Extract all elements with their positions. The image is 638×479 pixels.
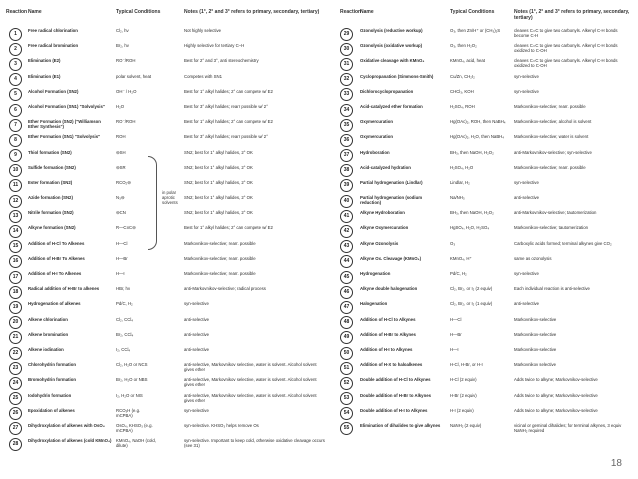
reaction-name: Addition of H-I To Alkenes (28, 271, 82, 276)
reaction-name: Halogenation (360, 301, 388, 307)
table-row (6, 87, 328, 102)
table-row (6, 315, 328, 330)
reaction-number: 45 (340, 271, 353, 284)
reaction-name: Ozonolysis (reductive workup) (360, 28, 423, 33)
reaction-notes: Carboxylic acids formed; terminal alkynes give CO₂ (514, 240, 612, 246)
reaction-notes: Each individual reaction is anti-selective (514, 286, 590, 292)
reaction-name: Alcohol Formation (SN1) "Solvolysis" (28, 103, 105, 109)
reaction-notes: Highly selective for tertiary C–H (184, 43, 245, 49)
reaction-number: 21 (9, 331, 22, 344)
reaction-name: Elimination of dihalides to give alkynes (360, 422, 441, 428)
table-row (6, 375, 328, 390)
reaction-notes: SN2; best for 1° alkyl halides, 2° OK (184, 210, 253, 216)
reaction-number: 28 (9, 438, 22, 451)
page-number: 18 (610, 458, 622, 469)
reaction-notes: SN2; best for 1° alkyl halides, 2° OK (184, 164, 253, 170)
reaction-conditions: H-Cl, H-Br, or H-I (450, 362, 483, 368)
reaction-conditions: O₃ (450, 240, 456, 246)
table-row (340, 315, 632, 330)
reaction-notes: cleaves C=C to give two carbonyls. Alkenyl C-H bonds become C-H (514, 28, 618, 38)
reaction-notes: Best for 3° alkyl halides; rearr possible w/ 2° (184, 134, 268, 140)
reaction-name: Partial hydrogenation (Lindlar) (360, 179, 423, 185)
reaction-notes: syn-selective. Important to keep cold, otherwise oxidative cleavage occurs (see 31) (184, 438, 325, 449)
reaction-conditions: H₂SO₄, H₂O (450, 164, 474, 170)
reaction-notes: Competes with SN1 (184, 73, 222, 79)
reaction-number: 3 (9, 58, 22, 71)
reaction-name: Oxymercuration (360, 119, 393, 125)
reaction-name: Acid-catalyzed ether formation (360, 103, 423, 109)
reaction-name: Alkyne Hydroboration (360, 210, 405, 216)
reaction-number: 38 (340, 164, 353, 177)
reaction-name: Partial hydrogenation (sodium reduction) (360, 195, 423, 206)
reaction-notes: Markovnikov-selective; tautomerization (514, 225, 589, 231)
reaction-name: Alkyne Oxymercuration (360, 225, 409, 231)
reaction-conditions: KMnO₄, H⁺ (450, 255, 472, 261)
reaction-number: 5 (9, 88, 22, 101)
table-row (6, 132, 328, 147)
reaction-name: Addition of H-I to Alkynes (360, 346, 413, 352)
table-row (340, 72, 632, 87)
reaction-conditions: Br₂, H₂O or NBS (116, 377, 148, 383)
reaction-conditions: Cl₂, Br₂, or I₂ (1 equiv) (450, 301, 493, 307)
reaction-name: Dihydroxylation of alkenes (cold KMnO₄) (28, 438, 112, 444)
reaction-number: 19 (9, 301, 22, 314)
table-row (340, 421, 632, 436)
reaction-conditions: HBr, hν (116, 286, 131, 292)
reaction-number: 22 (9, 347, 22, 360)
reaction-notes: SN2; best for 1° alkyl halides, 2° OK (184, 179, 253, 185)
reaction-name: Acid-catalyzed hydration (360, 164, 411, 170)
reaction-number: 20 (9, 316, 22, 329)
table-row (6, 41, 328, 56)
table-row (6, 26, 328, 41)
reaction-number: 46 (340, 286, 353, 299)
reaction-conditions: CHCl₃, KOH (450, 88, 474, 94)
reaction-number: 41 (340, 210, 353, 223)
reaction-name: Dihydroxylation of alkenes with OsO₄ (28, 422, 105, 428)
reaction-notes: Best for 1° alkyl halides; 2° can compete w/ E2 (184, 119, 273, 125)
reaction-name: Ether Formation (SN1) "Solvolysis" (28, 134, 101, 140)
header-conditions: Typical Conditions (450, 9, 495, 15)
reaction-conditions: Pd/C, H₂ (116, 301, 133, 307)
reaction-number: 54 (340, 407, 353, 420)
reaction-number: 27 (9, 422, 22, 435)
reaction-name: Radical addition of H-Br to alkenes (28, 286, 100, 292)
reaction-name: Sulfide formation (SN2) (28, 164, 76, 170)
table-row (340, 132, 632, 147)
reaction-name: Thiol formation (SN2) (28, 149, 72, 155)
table-row (340, 269, 632, 284)
reaction-number: 2 (9, 43, 22, 56)
header-name: Name (360, 9, 374, 15)
reaction-number: 43 (340, 240, 353, 253)
reaction-number: 50 (340, 347, 353, 360)
table-row (6, 436, 328, 451)
reaction-name: Hydrogenation (360, 271, 391, 276)
reaction-notes: Best for 2° and 3°, anti stereochemistry (184, 58, 259, 64)
reaction-notes: anti-selective (514, 301, 540, 307)
reaction-conditions: Lindlar, H₂ (450, 179, 470, 185)
reaction-notes: Markovnikov-selective; rearr. possible (184, 240, 256, 246)
table-row (340, 254, 632, 269)
table-row (340, 208, 632, 223)
reaction-conditions: H—Br (116, 255, 128, 261)
reaction-conditions: RCO₃H (e.g. mCPBA) (116, 407, 141, 418)
table-row (340, 239, 632, 254)
reaction-name: Ozonolysis (oxidative workup) (360, 43, 423, 49)
reaction-notes: Markovnikov-selective (514, 331, 557, 337)
reaction-conditions: Cl₂, CCl₄ (116, 316, 134, 322)
reaction-notes: syn-selective (184, 407, 209, 413)
table-row (340, 299, 632, 314)
reaction-number: 29 (340, 28, 353, 41)
reaction-conditions: RCO₂⊖ (116, 179, 131, 185)
reaction-conditions: NaNH₂ (2 equiv) (450, 422, 482, 428)
reaction-number: 44 (340, 255, 353, 268)
reaction-name: Alkyne double halogenation (360, 286, 418, 292)
reaction-number: 32 (340, 73, 353, 86)
right-column (340, 6, 632, 436)
reaction-conditions: Br₂, CCl₄ (116, 331, 134, 337)
reaction-number: 30 (340, 43, 353, 56)
table-row (6, 330, 328, 345)
reaction-number: 15 (9, 240, 22, 253)
reaction-number: 47 (340, 301, 353, 314)
reaction-name: Alkyne Ox. Cleavage (KMnO₄) (360, 255, 422, 261)
reaction-conditions: H-I (2 equiv) (450, 407, 474, 413)
reaction-number: 35 (340, 119, 353, 132)
reaction-number: 18 (9, 286, 22, 299)
table-row (340, 406, 632, 421)
reaction-number: 36 (340, 134, 353, 147)
reaction-notes: Markovnikov-selective; water is solvent (514, 134, 589, 140)
reaction-name: Epoxidation of alkenes (28, 407, 75, 413)
right-header (340, 6, 632, 26)
reaction-notes: cleaves C=C to give two carbonyls. Alkenyl C-H bonds oxidized to C-OH (514, 43, 618, 54)
reaction-notes: anti-selective, Markovnikov selective, water is solvent. Alcohol solvent gives ether (184, 362, 317, 373)
reaction-number: 42 (340, 225, 353, 238)
reaction-notes: Adds twice to alkyne; Markovnikov-selective (514, 377, 598, 383)
left-column (6, 6, 328, 451)
reaction-conditions: H—Cl (450, 316, 462, 322)
reaction-conditions: RO⁻/ROH (116, 119, 136, 125)
table-row (6, 421, 328, 436)
reaction-conditions: Hg(OAc)₂, ROH, then NaBH₄ (450, 119, 506, 125)
reaction-conditions: HgSO₄, H₂O, H₂SO₄ (450, 225, 490, 231)
table-row (6, 269, 328, 284)
reaction-number: 52 (340, 377, 353, 390)
reaction-name: Oxidative cleavage with KMnO₄ (360, 58, 425, 64)
reaction-conditions: KMnO₄, NaOH (cold, dilute) (116, 438, 156, 449)
reaction-name: Dichlorocyclopropanation (360, 88, 414, 94)
reaction-name: Elimination (E1) (28, 73, 61, 79)
reaction-notes: syn-selective (514, 179, 539, 185)
reaction-notes: vicinal or geminal dihalides; for terminal alkynes, 3 equiv NaNH₂ required (514, 422, 622, 433)
reaction-name: Free radical bromination (28, 43, 79, 49)
reaction-number: 49 (340, 331, 353, 344)
table-row (340, 56, 632, 71)
reaction-conditions: N₃⊖ (116, 195, 125, 201)
reaction-number: 8 (9, 134, 22, 147)
table-row (340, 375, 632, 390)
reaction-conditions: OsO₄, KHSO₃ (e.g. mCPBA) (116, 422, 153, 433)
table-row (340, 117, 632, 132)
table-row (6, 208, 328, 223)
reaction-number: 4 (9, 73, 22, 86)
table-row (6, 117, 328, 132)
reaction-notes: syn-selective (184, 301, 209, 307)
reaction-notes: anti-selective, Markovnikov selective, water is solvent. Alcohol solvent gives ether (184, 377, 317, 388)
reaction-conditions: H-Br (2 equiv) (450, 392, 477, 398)
header-name: Name (28, 9, 42, 15)
reaction-number: 37 (340, 149, 353, 162)
reaction-number: 26 (9, 407, 22, 420)
reaction-notes: anti-Markovnikov-selective; radical process (184, 286, 266, 292)
reaction-notes: Markovnikov-selective; alcohol is solvent (514, 119, 592, 125)
table-row (6, 72, 328, 87)
reaction-number: 25 (9, 392, 22, 405)
table-row (6, 102, 328, 117)
table-row (340, 193, 632, 208)
reaction-conditions: RO⁻/ROH (116, 58, 136, 64)
reaction-notes: Adds twice to alkyne; Markovnikov-selective (514, 407, 598, 413)
reaction-number: 12 (9, 195, 22, 208)
reaction-notes: anti-selective (184, 346, 210, 352)
reaction-conditions: ⊖SH (116, 149, 126, 155)
table-row (6, 360, 328, 375)
reaction-notes: Adds twice to alkyne; Markovnikov-selective (514, 392, 598, 398)
reaction-notes: SN2; best for 1° alkyl halides, 2° OK (184, 195, 253, 201)
reaction-conditions: KMnO₄, acid, heat (450, 58, 485, 64)
table-row (340, 178, 632, 193)
reaction-notes: anti-selective (184, 331, 210, 337)
table-row (340, 41, 632, 56)
reaction-notes: Markovnikov selective (514, 362, 557, 368)
header-reaction: Reaction (340, 9, 362, 15)
reaction-name: Nitrile formation (SN2) (28, 210, 74, 216)
table-row (340, 223, 632, 238)
reaction-name: Double addition of H-Br to Alkynes (360, 392, 431, 398)
reaction-name: Addition of H-Cl To Alkenes (28, 240, 85, 246)
reaction-number: 51 (340, 362, 353, 375)
table-row (6, 148, 328, 163)
table-row (340, 345, 632, 360)
table-row (6, 56, 328, 71)
brace-note: in polar aprotic solvents (162, 190, 178, 206)
reaction-notes: Markovnikov-selective; rearr. possible (514, 164, 586, 170)
reaction-number: 7 (9, 119, 22, 132)
reaction-conditions: OH⁻ / H₂O (116, 88, 137, 94)
reaction-conditions: I₂, CCl₄ (116, 346, 131, 352)
table-row (6, 239, 328, 254)
reaction-name: Chlorohydrin formation (28, 362, 76, 368)
reaction-conditions: O₃, then Zn/H⁺ or (CH₃)₂S (450, 28, 501, 33)
reaction-notes: syn-selective. KHSO₃ helps remove Os (184, 422, 259, 428)
reaction-number: 53 (340, 392, 353, 405)
reaction-name: Double addition of H-Cl to Alkynes (360, 377, 431, 383)
reaction-notes: same as ozonolysis (514, 255, 552, 261)
reaction-number: 13 (9, 210, 22, 223)
table-row (6, 163, 328, 178)
reaction-number: 33 (340, 88, 353, 101)
reaction-name: Alkyne formation (SN2) (28, 225, 76, 231)
reaction-name: Addition of H-Cl to Alkynes (360, 316, 416, 322)
reaction-conditions: Cl₂, H₂O or NCS (116, 362, 148, 368)
table-row (340, 26, 632, 41)
reaction-number: 16 (9, 255, 22, 268)
reaction-conditions: O₃, then H₂O₂ (450, 43, 477, 49)
reaction-notes: anti-Markovnikov-selective; tautomerization (514, 210, 597, 216)
header-notes: Notes (1°, 2° and 3° refers to primary, secondary, tertiary) (184, 9, 320, 15)
reaction-number: 48 (340, 316, 353, 329)
reaction-notes: Markovnikov-selective (514, 316, 557, 322)
table-row (340, 391, 632, 406)
reaction-conditions: H—Cl (116, 240, 128, 246)
reaction-notes: Markovnikov-selective; rearr. possible (184, 271, 256, 276)
reaction-notes: anti-Markovnikov-selective; syn-selective (514, 149, 592, 155)
reaction-notes: Markovnikov-selective; rearr. possible (514, 103, 586, 109)
reaction-name: Elimination (E2) (28, 58, 61, 64)
table-row (6, 223, 328, 238)
reaction-conditions: H—I (450, 346, 459, 352)
reaction-name: Ester formation (SN2) (28, 179, 73, 185)
reaction-conditions: ⊖CN (116, 210, 126, 216)
reaction-number: 24 (9, 377, 22, 390)
table-row (340, 284, 632, 299)
reaction-notes: Markovnikov-selective; rearr. possible (184, 255, 256, 261)
reaction-conditions: I₂, H₂O or NIS (116, 392, 143, 398)
reaction-number: 40 (340, 195, 353, 208)
reaction-notes: syn-selective (514, 88, 539, 94)
reaction-name: Alkene bromination (28, 331, 69, 337)
reaction-number: 10 (9, 164, 22, 177)
table-row (6, 406, 328, 421)
sn2-brace (148, 156, 157, 250)
reaction-number: 11 (9, 179, 22, 192)
reaction-notes: SN2; best for 1° alkyl halides, 2° OK (184, 149, 253, 155)
reaction-conditions: ROH (116, 134, 126, 140)
reaction-name: Cyclopropanation (Simmons-Smith) (360, 73, 434, 79)
reaction-number: 23 (9, 362, 22, 375)
reaction-conditions: Hg(OAc)₂, H₂O, then NaBH₄ (450, 134, 505, 140)
reaction-name: Azide formation (SN2) (28, 195, 73, 201)
reaction-number: 39 (340, 179, 353, 192)
reaction-notes: Best for 1° alkyl halides; 2° can compete w/ E2 (184, 225, 273, 231)
reaction-name: Alcohol Formation (SN2) (28, 88, 79, 94)
reaction-number: 9 (9, 149, 22, 162)
table-row (6, 345, 328, 360)
left-rows (6, 26, 328, 451)
reaction-notes: syn-selective (514, 271, 539, 276)
table-row (340, 148, 632, 163)
right-rows (340, 26, 632, 436)
reaction-number: 1 (9, 28, 22, 41)
table-row (340, 360, 632, 375)
header-conditions: Typical Conditions (116, 9, 161, 15)
reaction-name: Addition of H-Br to Alkynes (360, 331, 416, 337)
reaction-number: 14 (9, 225, 22, 238)
reaction-conditions: Na/NH₃ (450, 195, 465, 201)
reaction-name: Addition of H-Br To Alkenes (28, 255, 85, 261)
header-notes: Notes (1°, 2° and 3° refers to primary, secondary, tertiary) (514, 9, 630, 21)
table-row (6, 254, 328, 269)
reaction-conditions: H—Br (450, 331, 462, 337)
reaction-conditions: H₂O (116, 103, 125, 109)
reaction-notes: Best for 1° alkyl halides; 2° can compete w/ E2 (184, 88, 273, 94)
left-header (6, 6, 328, 26)
reaction-name: Ether Formation (SN2) ("Williamson Ether Synthesis") (28, 119, 101, 130)
reaction-name: Alkene chlorination (28, 316, 68, 322)
reaction-number: 55 (340, 422, 353, 435)
reaction-name: Addition of H-X to haloalkenes (360, 362, 423, 368)
reaction-name: Hydroboration (360, 149, 390, 155)
reaction-notes: syn-selective (514, 73, 539, 79)
reaction-conditions: Br₂, hν (116, 43, 129, 49)
reaction-name: Oxymercuration (360, 134, 393, 140)
table-row (340, 87, 632, 102)
reaction-number: 31 (340, 58, 353, 71)
table-row (6, 284, 328, 299)
reaction-number: 17 (9, 271, 22, 284)
reaction-name: Alkyne Ozonolysis (360, 240, 399, 246)
header-reaction: Reaction (6, 9, 28, 15)
reaction-conditions: H—I (116, 271, 125, 276)
reaction-conditions: Cl₂, hν (116, 28, 129, 33)
reaction-name: Alkene iodination (28, 346, 64, 352)
reaction-notes: anti-selective (514, 195, 540, 201)
reaction-notes: anti-selective, Markovnikov selective, water is solvent. Alcohol solvent gives ether (184, 392, 317, 403)
reaction-conditions: H₂SO₄, ROH (450, 103, 475, 109)
reaction-notes: cleaves C=C to give two carbonyls. Alkenyl C-H bonds oxidized to C-OH (514, 58, 618, 69)
table-row (6, 299, 328, 314)
reaction-notes: Best for 3° alkyl halides; rearr possible w/ 2° (184, 103, 268, 109)
table-row (340, 330, 632, 345)
reaction-conditions: ⊖SR (116, 164, 126, 170)
reaction-notes: Not highly selective (184, 28, 222, 33)
table-row (6, 391, 328, 406)
reaction-name: Hydrogenation of alkenes (28, 301, 81, 307)
reaction-number: 6 (9, 104, 22, 117)
reaction-conditions: Pd/C, H₂ (450, 271, 467, 276)
reaction-conditions: Cl₂, Br₂, or I₂ (2 equiv) (450, 286, 493, 292)
reaction-conditions: H-Cl (2 equiv) (450, 377, 477, 383)
reaction-number: 34 (340, 104, 353, 117)
reaction-conditions: R—C≡C⊖ (116, 225, 136, 231)
reaction-conditions: Cu/Zn, CH₂I₂ (450, 73, 475, 79)
reaction-notes: Markovnikov-selective (514, 346, 557, 352)
reaction-name: Iodohydrin formation (28, 392, 72, 398)
reaction-name: Bromohydrin formation (28, 377, 76, 383)
reaction-name: Free radical chlorination (28, 28, 78, 33)
reaction-conditions: polar solvent, heat (116, 73, 152, 79)
table-row (340, 102, 632, 117)
reaction-name: Double addition of H-I to Alkynes (360, 407, 428, 413)
reaction-notes: anti-selective (184, 316, 210, 322)
table-row (340, 163, 632, 178)
reaction-conditions: BH₃, then NaOH, H₂O₂ (450, 210, 494, 216)
reaction-conditions: BH₃, then NaOH, H₂O₂ (450, 149, 494, 155)
